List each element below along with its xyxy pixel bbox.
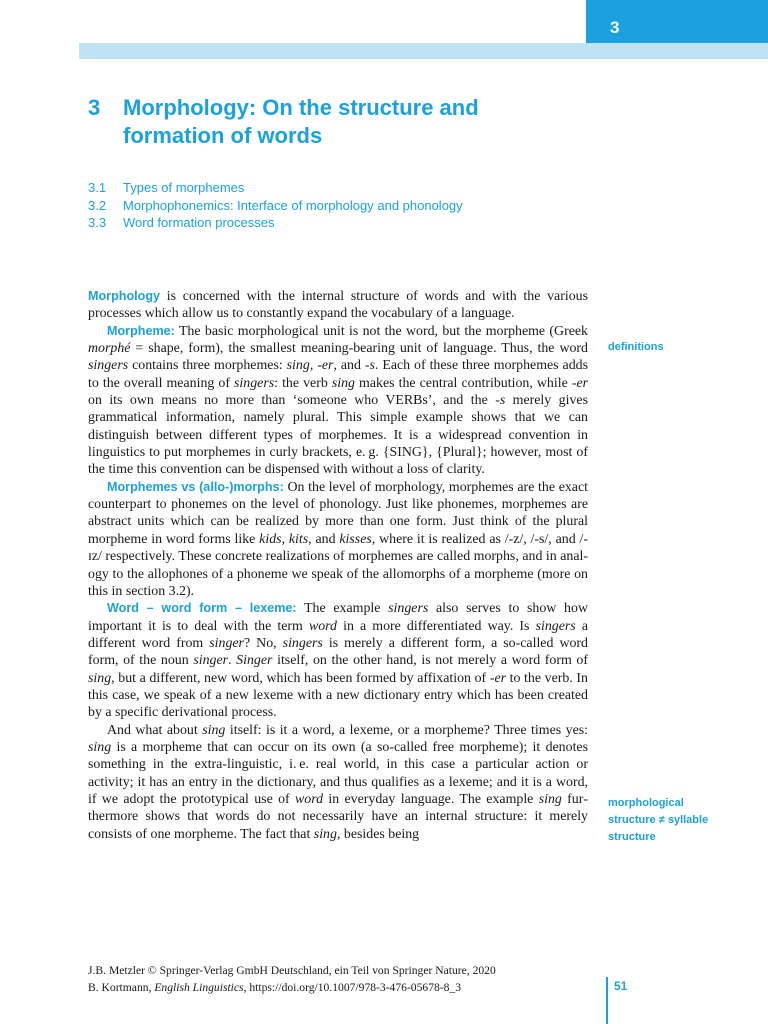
text-run: is merely a different form, a so-called word form, of the noun bbox=[88, 635, 588, 669]
table-of-contents bbox=[88, 179, 608, 232]
text-run: is a morpheme that can occur on its own (a so-called free morpheme); it denotes something in the extra-linguistic, i. e. real world, in this case a particular action or activity; it has an entry in the dictionary, and thus qualifies as a lexeme; and it is a word, if we adopt the prototypical use of bbox=[88, 739, 588, 807]
text-run: ? No, bbox=[243, 635, 283, 651]
toc-item-label: Types of morphemes bbox=[123, 180, 245, 195]
chapter-title-text: Morphology: On the structure and formation of words bbox=[123, 95, 479, 148]
text-run: : the verb bbox=[274, 375, 332, 391]
italic-term: kits bbox=[288, 531, 309, 547]
italic-term: singer bbox=[193, 653, 229, 669]
footer-publisher-line: J.B. Metzler © Springer-Verlag GmbH Deutschland, ein Teil von Springer Nature, 2020 bbox=[88, 964, 496, 977]
text-run: itself: is it a word, a lexeme, or a morpheme? Three times yes: bbox=[225, 722, 588, 738]
chapter-tab bbox=[586, 0, 768, 43]
toc-item-number: 3.2 bbox=[88, 197, 107, 213]
italic-term: kisses bbox=[339, 531, 372, 547]
body-text bbox=[88, 288, 588, 843]
italic-term: -s bbox=[495, 393, 506, 409]
text-run: , besides being bbox=[336, 826, 420, 842]
keyword-morpheme: Morpheme: bbox=[107, 323, 175, 338]
text-run: , but a different, new word, which has been formed by affixation of bbox=[111, 670, 490, 686]
header-band bbox=[79, 43, 768, 59]
italic-term: sing bbox=[88, 670, 112, 686]
text-run: On the level of morphology, morphemes are the exact counterpart to phonemes on the level of phonology. Just like phonemes, morphemes are abstract units which can be realized by more than one form. Just think of the plural morpheme in word forms like bbox=[88, 479, 589, 547]
text-run: contains three morphemes: bbox=[128, 358, 287, 374]
margin-note-text: morphological bbox=[608, 797, 684, 809]
italic-term: sing bbox=[313, 826, 337, 842]
italic-term: singer bbox=[209, 635, 244, 651]
italic-term: -er bbox=[571, 375, 589, 391]
toc-item-label: Morphophonemics: Interface of morphology and phonology bbox=[123, 197, 463, 213]
text-run: , and bbox=[333, 358, 365, 374]
text-run: , and bbox=[308, 531, 340, 547]
text-run: . bbox=[228, 653, 237, 669]
paragraph-morphology bbox=[88, 288, 588, 323]
keyword-lexeme: Word – word form – lexeme: bbox=[107, 601, 297, 616]
paragraph-lexeme bbox=[88, 600, 588, 721]
text-run: The example bbox=[296, 601, 389, 617]
italic-term: sing bbox=[286, 358, 310, 374]
margin-note-definitions bbox=[608, 339, 758, 356]
italic-term: Singer bbox=[236, 653, 273, 669]
text-run: = shape, form), the smallest meaning-bearing unit of language. Thus, the word bbox=[130, 341, 588, 357]
italic-term: singers bbox=[388, 601, 429, 617]
toc-item-number: 3.3 bbox=[88, 215, 107, 230]
chapter-title-number: 3 bbox=[88, 95, 101, 120]
chapter-tab-number: 3 bbox=[610, 18, 620, 37]
italic-term: singers bbox=[282, 635, 323, 651]
margin-note-structure bbox=[608, 795, 758, 845]
footer-doi-link[interactable]: , https://doi.org/10.1007/978-3-476-05678-8_3 bbox=[243, 980, 462, 994]
toc-item[interactable] bbox=[88, 214, 608, 232]
page-number-rule bbox=[606, 977, 608, 1024]
margin-note-text: structure ≠ syllable bbox=[608, 813, 709, 826]
paragraph-allomorphs bbox=[88, 479, 588, 600]
text-run: , bbox=[281, 531, 289, 547]
text-run: And what about bbox=[107, 722, 203, 738]
text-run: to the verb. In this case, we speak of a new lexeme with a new dictionary entry which has been created by a specific derivational process. bbox=[88, 670, 588, 721]
italic-term: word bbox=[294, 791, 324, 807]
italic-term: morphé bbox=[88, 341, 131, 357]
paragraph-morpheme bbox=[88, 323, 588, 479]
keyword-allomorphs: Morphemes vs (allo-)morphs: bbox=[107, 479, 284, 494]
text-run: in everyday language. The example bbox=[323, 791, 539, 807]
text-run: , where it is realized as /-z/, /-s/, and /-ɪz/ respectively. These concrete realizations of morphemes are called morphs, and in analogy to the allophones of a phoneme we speak of the allomorphs of a morpheme (more on this in section 3.2). bbox=[88, 531, 588, 599]
footer-book-title: English Linguistics bbox=[154, 980, 244, 994]
text-run: itself, on the other hand, is not merely a word form of bbox=[272, 653, 588, 669]
toc-item-label: Word formation processes bbox=[123, 215, 275, 230]
italic-term: sing bbox=[538, 791, 562, 807]
italic-term: sing bbox=[88, 739, 112, 755]
text-run: furthermore shows that words do not necessarily have an internal structure: it merely consists of one morpheme. The fact that bbox=[88, 791, 589, 842]
italic-term: -s bbox=[364, 358, 375, 374]
italic-term: sing bbox=[202, 722, 226, 738]
paragraph-sing bbox=[88, 722, 588, 843]
footer-reference-line bbox=[88, 980, 598, 997]
text-run: also serves to show how important it is to deal with the term bbox=[88, 601, 588, 634]
text-run: in a more differentiated way. Is bbox=[336, 618, 536, 634]
toc-item[interactable] bbox=[88, 179, 608, 197]
italic-term: singers bbox=[234, 375, 275, 391]
text-run: . Each of these three morphemes adds to the overall meaning of bbox=[88, 358, 588, 391]
paragraph-text: is concerned with the internal structure of words and with the various processes which allow us to constantly expand the vocabulary of a language. bbox=[88, 289, 588, 322]
italic-term: word bbox=[308, 618, 337, 634]
toc-item[interactable] bbox=[88, 197, 608, 215]
text-run: The basic morphological unit is not the word, but the morpheme (Greek bbox=[174, 323, 588, 339]
text-run: makes the central contribution, while bbox=[355, 375, 572, 391]
italic-term: -er bbox=[317, 358, 334, 374]
footer-author: B. Kortmann, bbox=[88, 980, 155, 994]
italic-term: kids bbox=[259, 531, 282, 547]
keyword-morphology: Morphology bbox=[88, 289, 161, 303]
margin-note-text: definitions bbox=[608, 341, 664, 353]
toc-item-number: 3.1 bbox=[88, 180, 107, 195]
italic-term: sing bbox=[331, 375, 355, 391]
margin-note-text: structure bbox=[608, 830, 656, 843]
italic-term: singers bbox=[535, 618, 576, 634]
text-run: on its own means no more than ‘someone who VERBs’, and the bbox=[88, 393, 496, 409]
footer-citation bbox=[88, 963, 598, 996]
italic-term: singers bbox=[88, 358, 129, 374]
text-run: , bbox=[309, 358, 318, 374]
italic-term: -er bbox=[489, 670, 507, 686]
text-run: merely gives grammatical information, namely plural. This simple example shows that we can distinguish between different types of morphemes. It is a widespread convention in linguistics to put morphemes in curly brackets, e. g. {SING}, {Plural}; however, most of the time this convention can be dispensed with without a loss of clarity. bbox=[88, 393, 588, 478]
text-run: a different word from bbox=[88, 618, 588, 651]
page-number: 51 bbox=[614, 979, 628, 993]
